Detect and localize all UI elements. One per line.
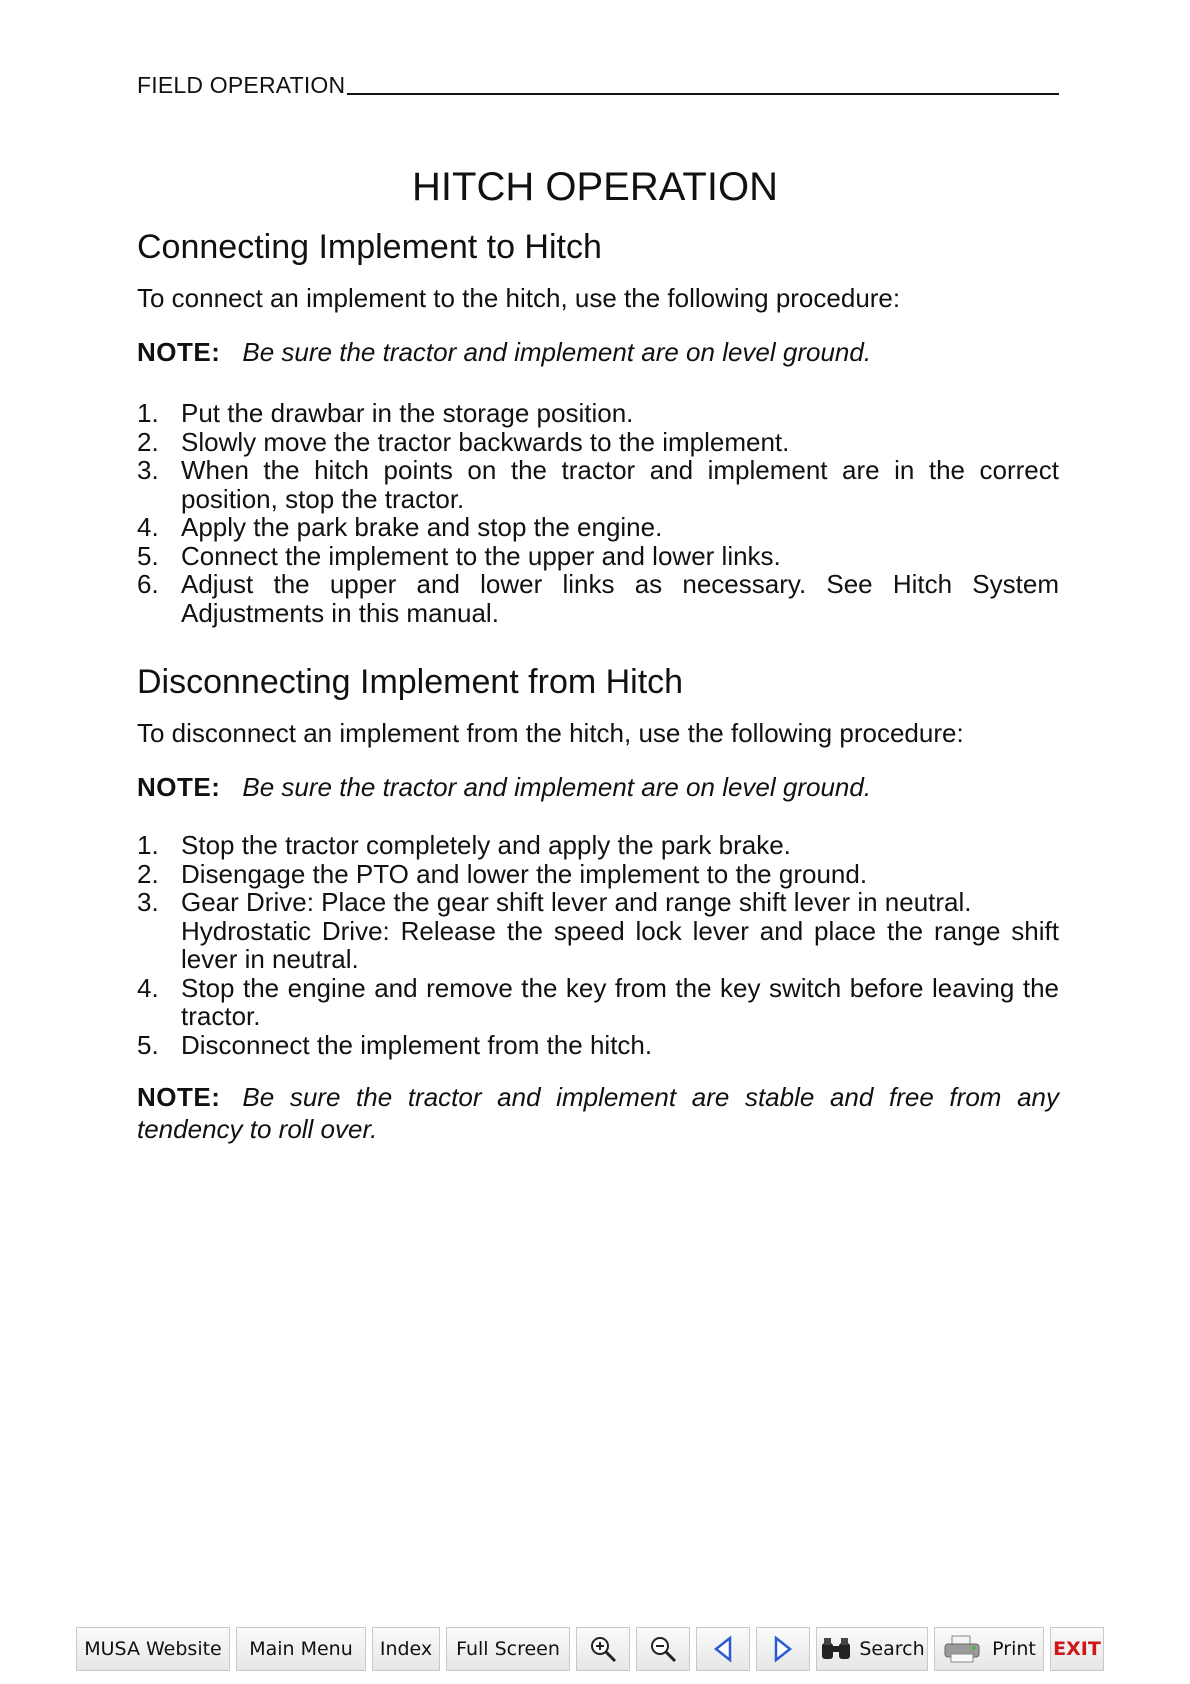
binoculars-icon — [819, 1635, 853, 1663]
step-number: 6. — [137, 569, 159, 599]
step-text: Slowly move the tractor backwards to the implement. — [181, 426, 790, 457]
running-header — [137, 72, 1059, 99]
full-screen-label: Full Screen — [456, 1638, 560, 1660]
list-item — [137, 974, 1059, 1031]
step-number: 1. — [137, 398, 159, 428]
section-heading-disconnecting: Disconnecting Implement from Hitch — [137, 663, 684, 701]
zoom-out-icon — [648, 1634, 678, 1664]
previous-page-button[interactable] — [696, 1627, 750, 1671]
section-heading-connecting: Connecting Implement to Hitch — [137, 228, 602, 266]
list-item — [137, 542, 1059, 571]
page-title: HITCH OPERATION — [412, 165, 778, 209]
musa-website-button[interactable] — [76, 1627, 230, 1671]
list-item — [137, 860, 1059, 889]
running-header-title: FIELD OPERATION — [137, 72, 346, 98]
list-item — [137, 428, 1059, 457]
list-item — [137, 513, 1059, 542]
step-number: 1. — [137, 830, 159, 860]
note-disconnecting — [137, 771, 1059, 803]
exit-button[interactable] — [1050, 1627, 1104, 1671]
step-text: Stop the tractor completely and apply the park brake. — [181, 830, 791, 860]
intro-connecting: To connect an implement to the hitch, use the following procedure: — [137, 283, 901, 313]
full-screen-button[interactable] — [446, 1627, 570, 1671]
step-text: Adjust the upper and lower links as necessary. See Hitch System Adjustments in this manual. — [181, 569, 1059, 628]
print-button[interactable] — [934, 1627, 1044, 1671]
step-number: 5. — [137, 1029, 159, 1060]
note-text: Be sure the tractor and implement are on level ground. — [242, 772, 872, 802]
note-label: NOTE: — [137, 1082, 221, 1112]
step-text: When the hitch points on the tractor and implement are in the correct position, stop the tractor. — [181, 455, 1059, 514]
zoom-in-icon — [588, 1634, 618, 1664]
step-number: 2. — [137, 858, 159, 889]
step-text: Apply the park brake and stop the engine. — [181, 512, 663, 542]
step-number: 4. — [137, 972, 159, 1003]
list-item — [137, 399, 1059, 428]
note-label: NOTE: — [137, 337, 221, 367]
step-number: 2. — [137, 426, 159, 457]
step-text: Put the drawbar in the storage position. — [181, 398, 634, 428]
print-label: Print — [992, 1638, 1036, 1660]
note-text: Be sure the tractor and implement are on level ground. — [242, 337, 872, 367]
next-page-button[interactable] — [756, 1627, 810, 1671]
step-text: Stop the engine and remove the key from the key switch before leaving the tractor. — [181, 972, 1059, 1031]
list-item — [137, 888, 1059, 974]
index-label: Index — [379, 1638, 433, 1660]
list-item — [137, 456, 1059, 513]
previous-page-icon — [712, 1635, 734, 1663]
main-menu-button[interactable] — [236, 1627, 366, 1671]
note-final — [137, 1081, 1059, 1145]
intro-disconnecting: To disconnect an implement from the hitch, use the following procedure: — [137, 718, 964, 748]
search-button[interactable] — [816, 1627, 928, 1671]
note-label: NOTE: — [137, 772, 221, 802]
note-text: Be sure the tractor and implement are stable and free from any tendency to roll over. — [137, 1082, 1059, 1144]
header-rule — [347, 93, 1059, 95]
list-item — [137, 831, 1059, 860]
step-text: Disengage the PTO and lower the implement to the ground. — [181, 858, 868, 889]
main-menu-label: Main Menu — [249, 1638, 353, 1660]
zoom-out-button[interactable] — [636, 1627, 690, 1671]
step-text: Connect the implement to the upper and lower links. — [181, 540, 781, 571]
next-page-icon — [772, 1635, 794, 1663]
search-label: Search — [859, 1638, 925, 1660]
step-number: 5. — [137, 540, 159, 571]
step-number: 3. — [137, 887, 159, 917]
connect-steps-list — [137, 399, 1059, 627]
note-connecting — [137, 336, 1059, 368]
disconnect-steps-list — [137, 831, 1059, 1059]
musa-website-label: MUSA Website — [84, 1638, 222, 1660]
index-button[interactable] — [372, 1627, 440, 1671]
step-text-hydrostatic-drive: Hydrostatic Drive: Release the speed lock lever and place the range shift lever in neutral. — [181, 915, 1059, 974]
zoom-in-button[interactable] — [576, 1627, 630, 1671]
list-item — [137, 570, 1059, 627]
step-text-gear-drive: Gear Drive: Place the gear shift lever and range shift lever in neutral. — [181, 887, 972, 917]
list-item — [137, 1031, 1059, 1060]
step-number: 4. — [137, 512, 159, 542]
exit-label: EXIT — [1053, 1638, 1101, 1660]
step-text: Disconnect the implement from the hitch. — [181, 1029, 653, 1060]
step-text-block — [181, 888, 1059, 974]
printer-icon — [942, 1634, 982, 1664]
step-number: 3. — [137, 455, 159, 485]
